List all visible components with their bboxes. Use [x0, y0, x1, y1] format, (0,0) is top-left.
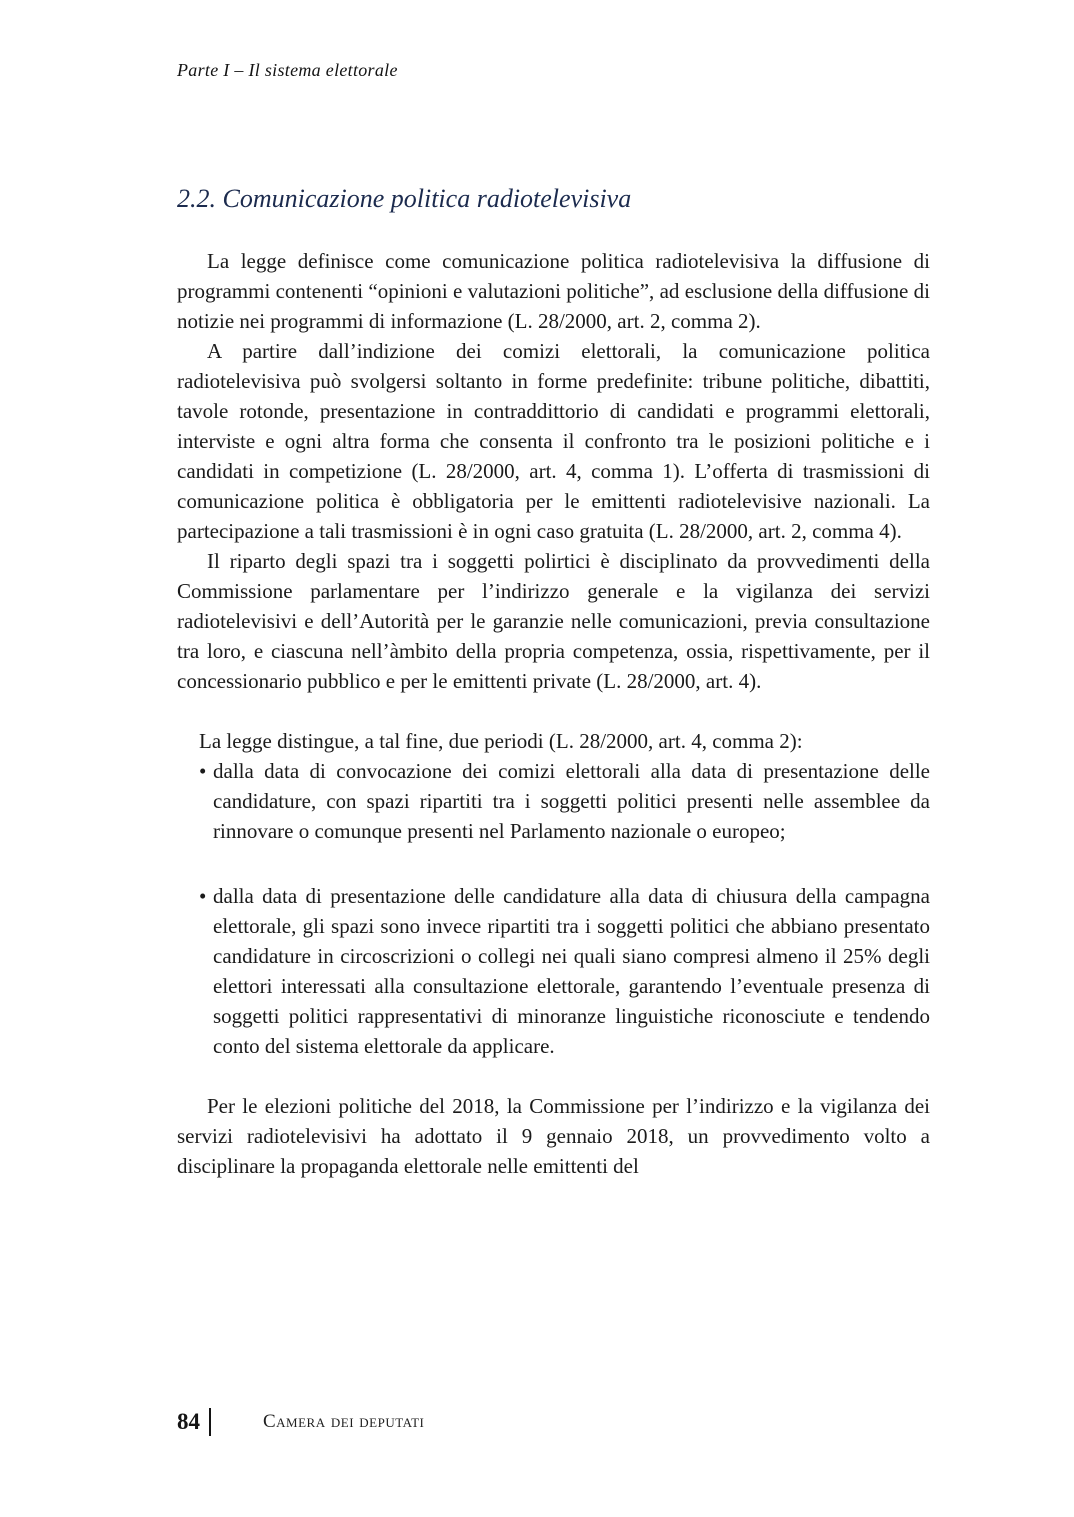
closing-paragraph: Per le elezioni politiche del 2018, la Commissione per l’indirizzo e la vigilanza dei servizi radiotelevisivi ha adottato il 9 gennaio 2018, un provvedimento volto a disciplinare la propaganda elettorale nelle emittenti del	[177, 1094, 930, 1178]
bullet-item-1	[199, 756, 930, 846]
page-number: 84	[177, 1409, 200, 1434]
bullet-item-2	[199, 881, 930, 1061]
paragraph-1: La legge definisce come comunicazione politica radiotelevisiva la diffusione di programmi contenenti “opinioni e valutazioni politiche”, ad esclusione della diffusione di notizie nei programmi di informazione (L. 28/2000, art. 2, comma 2).	[177, 249, 930, 333]
running-header: Parte I – Il sistema elettorale	[177, 60, 398, 80]
bullet-icon: •	[199, 884, 207, 908]
page-content	[177, 0, 930, 1181]
paragraph-3: Il riparto degli spazi tra i soggetti polirtici è disciplinato da provvedimenti della Commissione parlamentare per l’indirizzo generale e la vigilanza dei servizi radiotelevisivi e dell’Autorità per le garanzie nelle comunicazioni, previa consultazione tra loro, e ciascuna nell’àmbito della propria competenza, ossia, rispettivamente, per il concessionario pubblico e per le emittenti private (L. 28/2000, art. 4).	[177, 549, 930, 693]
section-heading: 2.2. Comunicazione politica radiotelevisiva	[177, 184, 632, 213]
two-periods-block	[199, 726, 930, 1061]
page-footer	[177, 1408, 424, 1436]
publisher-name: Camera dei deputati	[263, 1411, 425, 1432]
bullet-list	[199, 756, 930, 1061]
bullet-item-2-text: dalla data di presentazione delle candidature alla data di chiusura della campagna elettorale, gli spazi sono invece ripartiti tra i soggetti politici che abbiano presentato candidature in circoscrizioni o collegi nei quali siano compresi almeno il 25% degli elettori interessati alla consultazione elettorale, garantendo l’eventuale presenza di soggetti politici rappresentativi di minoranze linguistiche riconosciute e tendendo conto del sistema elettorale da applicare.	[213, 884, 930, 1058]
bullet-icon: •	[199, 759, 207, 783]
paragraph-2: A partire dall’indizione dei comizi elettorali, la comunicazione politica radiotelevisiva può svolgersi soltanto in forme predefinite: tribune politiche, dibattiti, tavole rotonde, presentazione in contraddittorio di candidati e programmi elettorali, interviste e ogni altra forma che consenta il confronto tra le posizioni politiche e i candidati in competizione (L. 28/2000, art. 4, comma 1). L’offerta di trasmissioni di comunicazione politica è obbligatoria per le emittenti radiotelevisive nazionali. La partecipazione a tali trasmissioni è in ogni caso gratuita (L. 28/2000, art. 2, comma 4).	[177, 339, 930, 543]
list-intro: La legge distingue, a tal fine, due periodi (L. 28/2000, art. 4, comma 2):	[199, 729, 803, 753]
footer-divider	[209, 1408, 211, 1436]
bullet-item-1-text: dalla data di convocazione dei comizi elettorali alla data di presentazione delle candidature, con spazi ripartiti tra i soggetti politici presenti nelle assemblee da rinnovare o comunque presenti nel Parlamento nazionale o europeo;	[213, 759, 930, 843]
